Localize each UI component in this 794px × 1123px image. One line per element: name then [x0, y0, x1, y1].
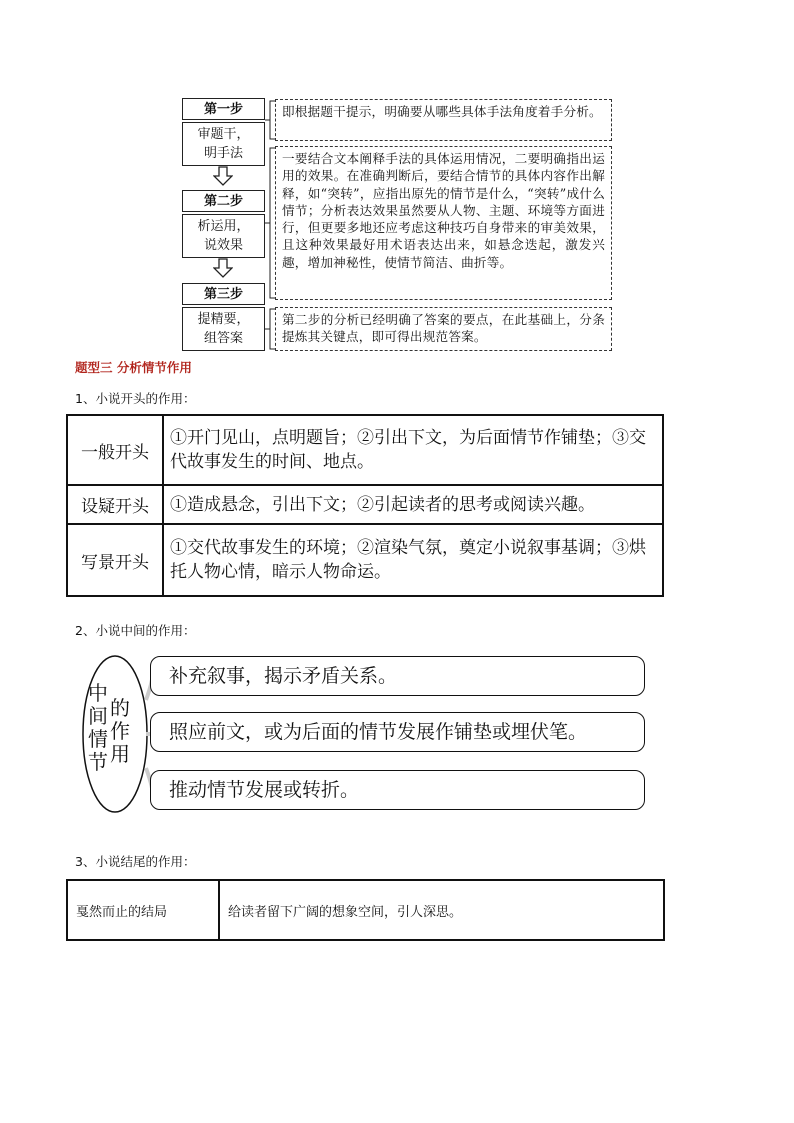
down-arrow-icon: [213, 258, 233, 278]
step-2-head: 第二步: [182, 190, 265, 212]
step-3-body: [182, 307, 265, 351]
step-2-line-2: 说效果: [203, 238, 243, 253]
row-label: 写景开头: [67, 524, 163, 596]
step-3-line-2: 组答案: [203, 331, 243, 346]
step-3-line-1: 提精要，: [197, 312, 250, 327]
middle-item: 照应前文，或为后面的情节发展作铺垫或埋伏笔。: [150, 712, 645, 752]
row-label: 戛然而止的结局: [67, 880, 219, 940]
middle-heading: 2、小说中间的作用：: [75, 623, 196, 638]
row-label: 一般开头: [67, 415, 163, 485]
step-2-line-1: 析运用，: [197, 219, 250, 234]
note-step-1: 即根据题干提示，明确要从哪些具体手法角度着手分析。: [275, 99, 612, 141]
opening-table: [66, 414, 664, 597]
table-row: [67, 485, 663, 524]
ending-heading: 3、小说结尾的作用：: [75, 854, 196, 869]
row-text: 给读者留下广阔的想象空间，引人深思。: [219, 880, 664, 940]
table-row: [67, 415, 663, 485]
row-text: ①造成悬念，引出下文；②引起读者的思考或阅读兴趣。: [163, 485, 663, 524]
middle-item: 推动情节发展或转折。: [150, 770, 645, 810]
table-row: [67, 880, 664, 940]
down-arrow-icon: [213, 166, 233, 186]
step-3-head: 第三步: [182, 283, 265, 305]
step-1-body: [182, 122, 265, 166]
row-text: ①开门见山，点明题旨；②引出下文，为后面情节作铺垫；③交代故事发生的时间、地点。: [163, 415, 663, 485]
step-2-body: [182, 214, 265, 258]
note-step-3: 第二步的分析已经明确了答案的要点，在此基础上，分条提炼其关键点，即可得出规范答案。: [275, 307, 612, 351]
ending-table: [66, 879, 665, 941]
section-title: 题型三 分析情节作用: [75, 360, 192, 375]
oval-text-col-1: 中间情节: [88, 681, 108, 774]
row-text: ①交代故事发生的环境；②渲染气氛，奠定小说叙事基调；③烘托人物心情，暗示人物命运。: [163, 524, 663, 596]
oval-text-col-2: 的作用: [110, 696, 130, 766]
row-label: 设疑开头: [67, 485, 163, 524]
table-row: [67, 524, 663, 596]
middle-item: 补充叙事，揭示矛盾关系。: [150, 656, 645, 696]
step-1-line-1: 审题干，: [197, 127, 250, 142]
note-step-2: 一要结合文本阐释手法的具体运用情况，二要明确指出运用的效果。在准确判断后，要结合情节的具体内容作出解释，如“突转”，应指出原先的情节是什么，“突转”成什么情节；分析表达效果虽然要从人物、主题、环境等方面进行，但更要多地还应考虑这种技巧自身带来的审美效果，且这种效果最好用术语表达出来，如悬念迭起，激发兴趣，增加神秘性，使情节简洁、曲折等。: [275, 146, 612, 300]
step-1-line-2: 明手法: [203, 146, 243, 161]
opening-heading: 1、小说开头的作用：: [75, 391, 196, 406]
step-1-head: 第一步: [182, 98, 265, 120]
